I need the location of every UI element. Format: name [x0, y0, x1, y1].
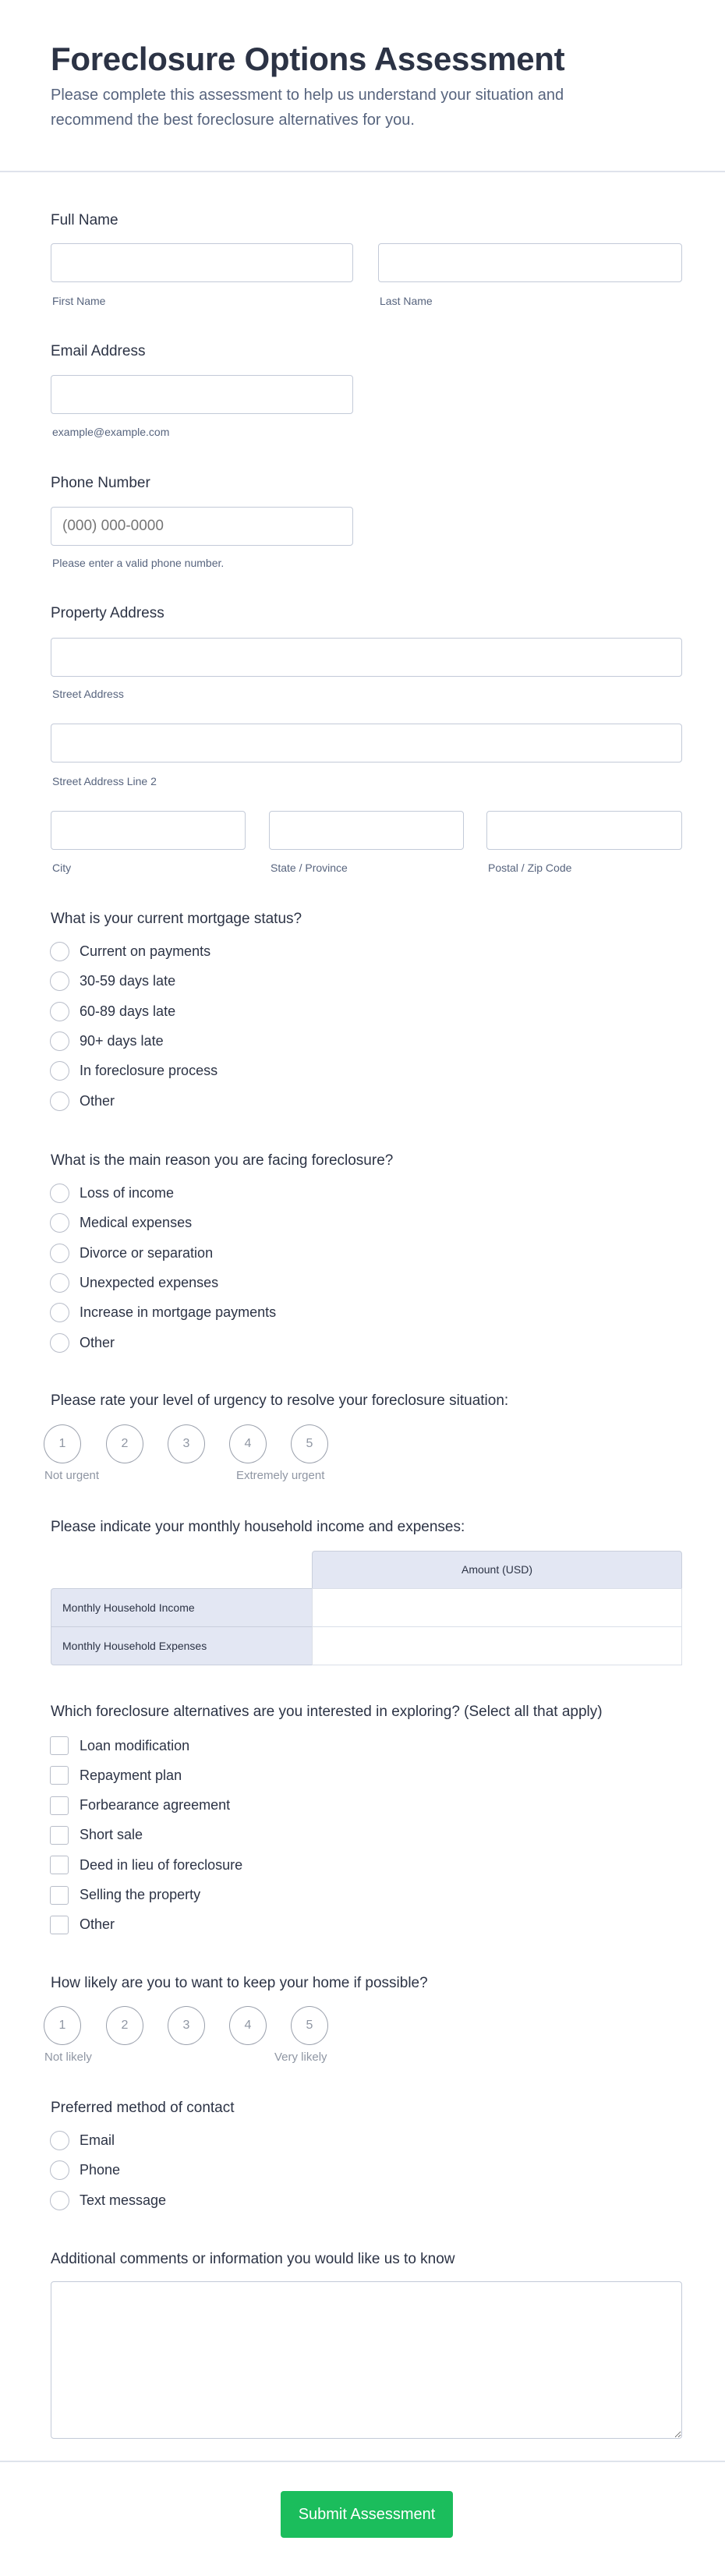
header-divider: [0, 171, 725, 172]
contact-label: Preferred method of contact: [51, 2100, 235, 2116]
keep_home-rating-1[interactable]: 1: [44, 2006, 81, 2045]
reason-option[interactable]: [50, 1333, 115, 1353]
alternative-option[interactable]: [50, 1796, 230, 1815]
option-label: Deed in lieu of foreclosure: [80, 1856, 243, 1873]
contact-method-option[interactable]: [50, 2160, 120, 2180]
email-label: Email Address: [51, 343, 146, 359]
checkbox[interactable]: [50, 1856, 69, 1874]
option-label: Text message: [80, 2192, 167, 2208]
checkbox[interactable]: [50, 1766, 69, 1785]
option-label: Divorce or separation: [80, 1244, 214, 1261]
phone-label: Phone Number: [51, 475, 150, 491]
option-label: Other: [80, 1916, 115, 1933]
option-label: In foreclosure process: [80, 1063, 218, 1079]
urgency-rating-5[interactable]: 5: [291, 1424, 328, 1463]
option-label: Other: [80, 1334, 115, 1350]
urgency-rating-1[interactable]: 1: [44, 1424, 81, 1463]
radio-button[interactable]: [50, 942, 69, 961]
alternative-option[interactable]: [50, 1856, 242, 1874]
keep-home-label: How likely are you to want to keep your home if possible?: [51, 1975, 428, 1991]
alternative-option[interactable]: [50, 1766, 182, 1785]
address-label: Property Address: [51, 605, 164, 621]
option-label: Email: [80, 2132, 115, 2148]
keep_home-rating-2[interactable]: 2: [106, 2006, 143, 2045]
alternative-option[interactable]: [50, 1916, 115, 1934]
radio-button[interactable]: [50, 971, 69, 991]
mortgage-status-option[interactable]: [50, 1061, 218, 1081]
checkbox[interactable]: [50, 1796, 69, 1815]
city-sublabel: City: [52, 862, 72, 874]
radio-button[interactable]: [50, 1303, 69, 1322]
street2-input[interactable]: [51, 724, 682, 763]
option-label: Forbearance agreement: [80, 1797, 231, 1813]
income-row-label: Monthly Household Income: [51, 1588, 313, 1627]
checkbox[interactable]: [50, 1736, 69, 1755]
checkbox[interactable]: [50, 1826, 69, 1845]
option-label: Unexpected expenses: [80, 1274, 219, 1290]
email-input[interactable]: [51, 375, 353, 414]
option-label: Current on payments: [80, 943, 211, 959]
mortgage-status-option[interactable]: [50, 971, 175, 991]
first-name-input[interactable]: [51, 243, 353, 282]
contact-method-option[interactable]: [50, 2131, 115, 2150]
reason-option[interactable]: [50, 1184, 174, 1203]
option-label: Selling the property: [80, 1887, 201, 1902]
expenses-amount-input[interactable]: [312, 1626, 682, 1665]
urgency-low-label: Not urgent: [44, 1469, 100, 1482]
phone-input[interactable]: [51, 507, 353, 546]
radio-button[interactable]: [50, 1244, 69, 1263]
option-label: Phone: [80, 2162, 121, 2178]
keep_home-rating-3[interactable]: 3: [168, 2006, 205, 2045]
option-label: 90+ days late: [80, 1032, 164, 1049]
urgency-rating-4[interactable]: 4: [229, 1424, 267, 1463]
radio-button[interactable]: [50, 1213, 69, 1233]
radio-button[interactable]: [50, 1031, 69, 1051]
last-name-input[interactable]: [378, 243, 682, 282]
mortgage-status-option[interactable]: [50, 1002, 175, 1021]
option-label: Medical expenses: [80, 1215, 193, 1231]
comments-label: Additional comments or information you would like us to know: [51, 2251, 455, 2267]
street2-sublabel: Street Address Line 2: [52, 775, 157, 787]
reason-label: What is the main reason you are facing foreclosure?: [51, 1152, 394, 1169]
option-label: Repayment plan: [80, 1767, 182, 1783]
checkbox[interactable]: [50, 1886, 69, 1905]
reason-option[interactable]: [50, 1273, 218, 1293]
mortgage-status-label: What is your current mortgage status?: [51, 911, 302, 927]
mortgage-status-option[interactable]: [50, 1092, 115, 1111]
radio-button[interactable]: [50, 1184, 69, 1203]
full-name-label: Full Name: [51, 212, 118, 228]
keep_home-rating-5[interactable]: 5: [291, 2006, 328, 2045]
option-label: 60-89 days late: [80, 1003, 176, 1019]
alternative-option[interactable]: [50, 1736, 189, 1755]
reason-option[interactable]: [50, 1213, 192, 1233]
radio-button[interactable]: [50, 1002, 69, 1021]
radio-button[interactable]: [50, 2131, 69, 2150]
keep_home-rating-4[interactable]: 4: [229, 2006, 267, 2045]
radio-button[interactable]: [50, 2191, 69, 2210]
radio-button[interactable]: [50, 1092, 69, 1111]
option-label: Increase in mortgage payments: [80, 1304, 277, 1321]
mortgage-status-option[interactable]: [50, 942, 210, 961]
state-sublabel: State / Province: [271, 862, 348, 874]
reason-option[interactable]: [50, 1244, 213, 1263]
street-input[interactable]: [51, 638, 682, 677]
urgency-label: Please rate your level of urgency to resolve your foreclosure situation:: [51, 1392, 509, 1409]
comments-textarea[interactable]: [51, 2281, 682, 2439]
alternative-option[interactable]: [50, 1826, 143, 1845]
first-name-sublabel: First Name: [52, 295, 106, 307]
option-label: Other: [80, 1092, 115, 1109]
income-label: Please indicate your monthly household income and expenses:: [51, 1519, 465, 1535]
state-input[interactable]: [269, 811, 464, 850]
urgency-rating-3[interactable]: 3: [168, 1424, 205, 1463]
amount-column-header: Amount (USD): [312, 1551, 682, 1589]
radio-button[interactable]: [50, 1333, 69, 1353]
option-label: Loss of income: [80, 1185, 175, 1201]
radio-button[interactable]: [50, 1273, 69, 1293]
radio-button[interactable]: [50, 2160, 69, 2180]
income-amount-input[interactable]: [312, 1588, 682, 1627]
phone-sublabel: Please enter a valid phone number.: [52, 557, 225, 569]
zip-sublabel: Postal / Zip Code: [488, 862, 572, 874]
submit-button[interactable]: Submit Assessment: [281, 2491, 453, 2538]
option-label: Loan modification: [80, 1737, 190, 1753]
street-sublabel: Street Address: [52, 688, 124, 700]
option-label: 30-59 days late: [80, 973, 176, 989]
zip-input[interactable]: [486, 811, 682, 850]
alternative-option[interactable]: [50, 1886, 200, 1905]
checkbox[interactable]: [50, 1916, 69, 1934]
page-subtitle: Please complete this assessment to help us understand your situation and recommend the best foreclosure alternatives for you.: [51, 87, 564, 129]
keep-home-high-label: Very likely: [274, 2051, 327, 2064]
keep-home-low-label: Not likely: [44, 2051, 92, 2064]
city-input[interactable]: [51, 811, 246, 850]
expenses-row-label: Monthly Household Expenses: [51, 1626, 313, 1665]
urgency-high-label: Extremely urgent: [236, 1469, 325, 1482]
mortgage-status-option[interactable]: [50, 1031, 164, 1051]
contact-method-option[interactable]: [50, 2191, 166, 2210]
radio-button[interactable]: [50, 1061, 69, 1081]
urgency-rating-2[interactable]: 2: [106, 1424, 143, 1463]
reason-option[interactable]: [50, 1303, 276, 1322]
page-title: Foreclosure Options Assessment: [51, 41, 565, 77]
email-sublabel: example@example.com: [52, 426, 170, 438]
alternatives-label: Which foreclosure alternatives are you interested in exploring? (Select all that apply): [51, 1704, 603, 1720]
last-name-sublabel: Last Name: [380, 295, 433, 307]
option-label: Short sale: [80, 1827, 143, 1843]
footer-divider: [0, 2461, 725, 2462]
